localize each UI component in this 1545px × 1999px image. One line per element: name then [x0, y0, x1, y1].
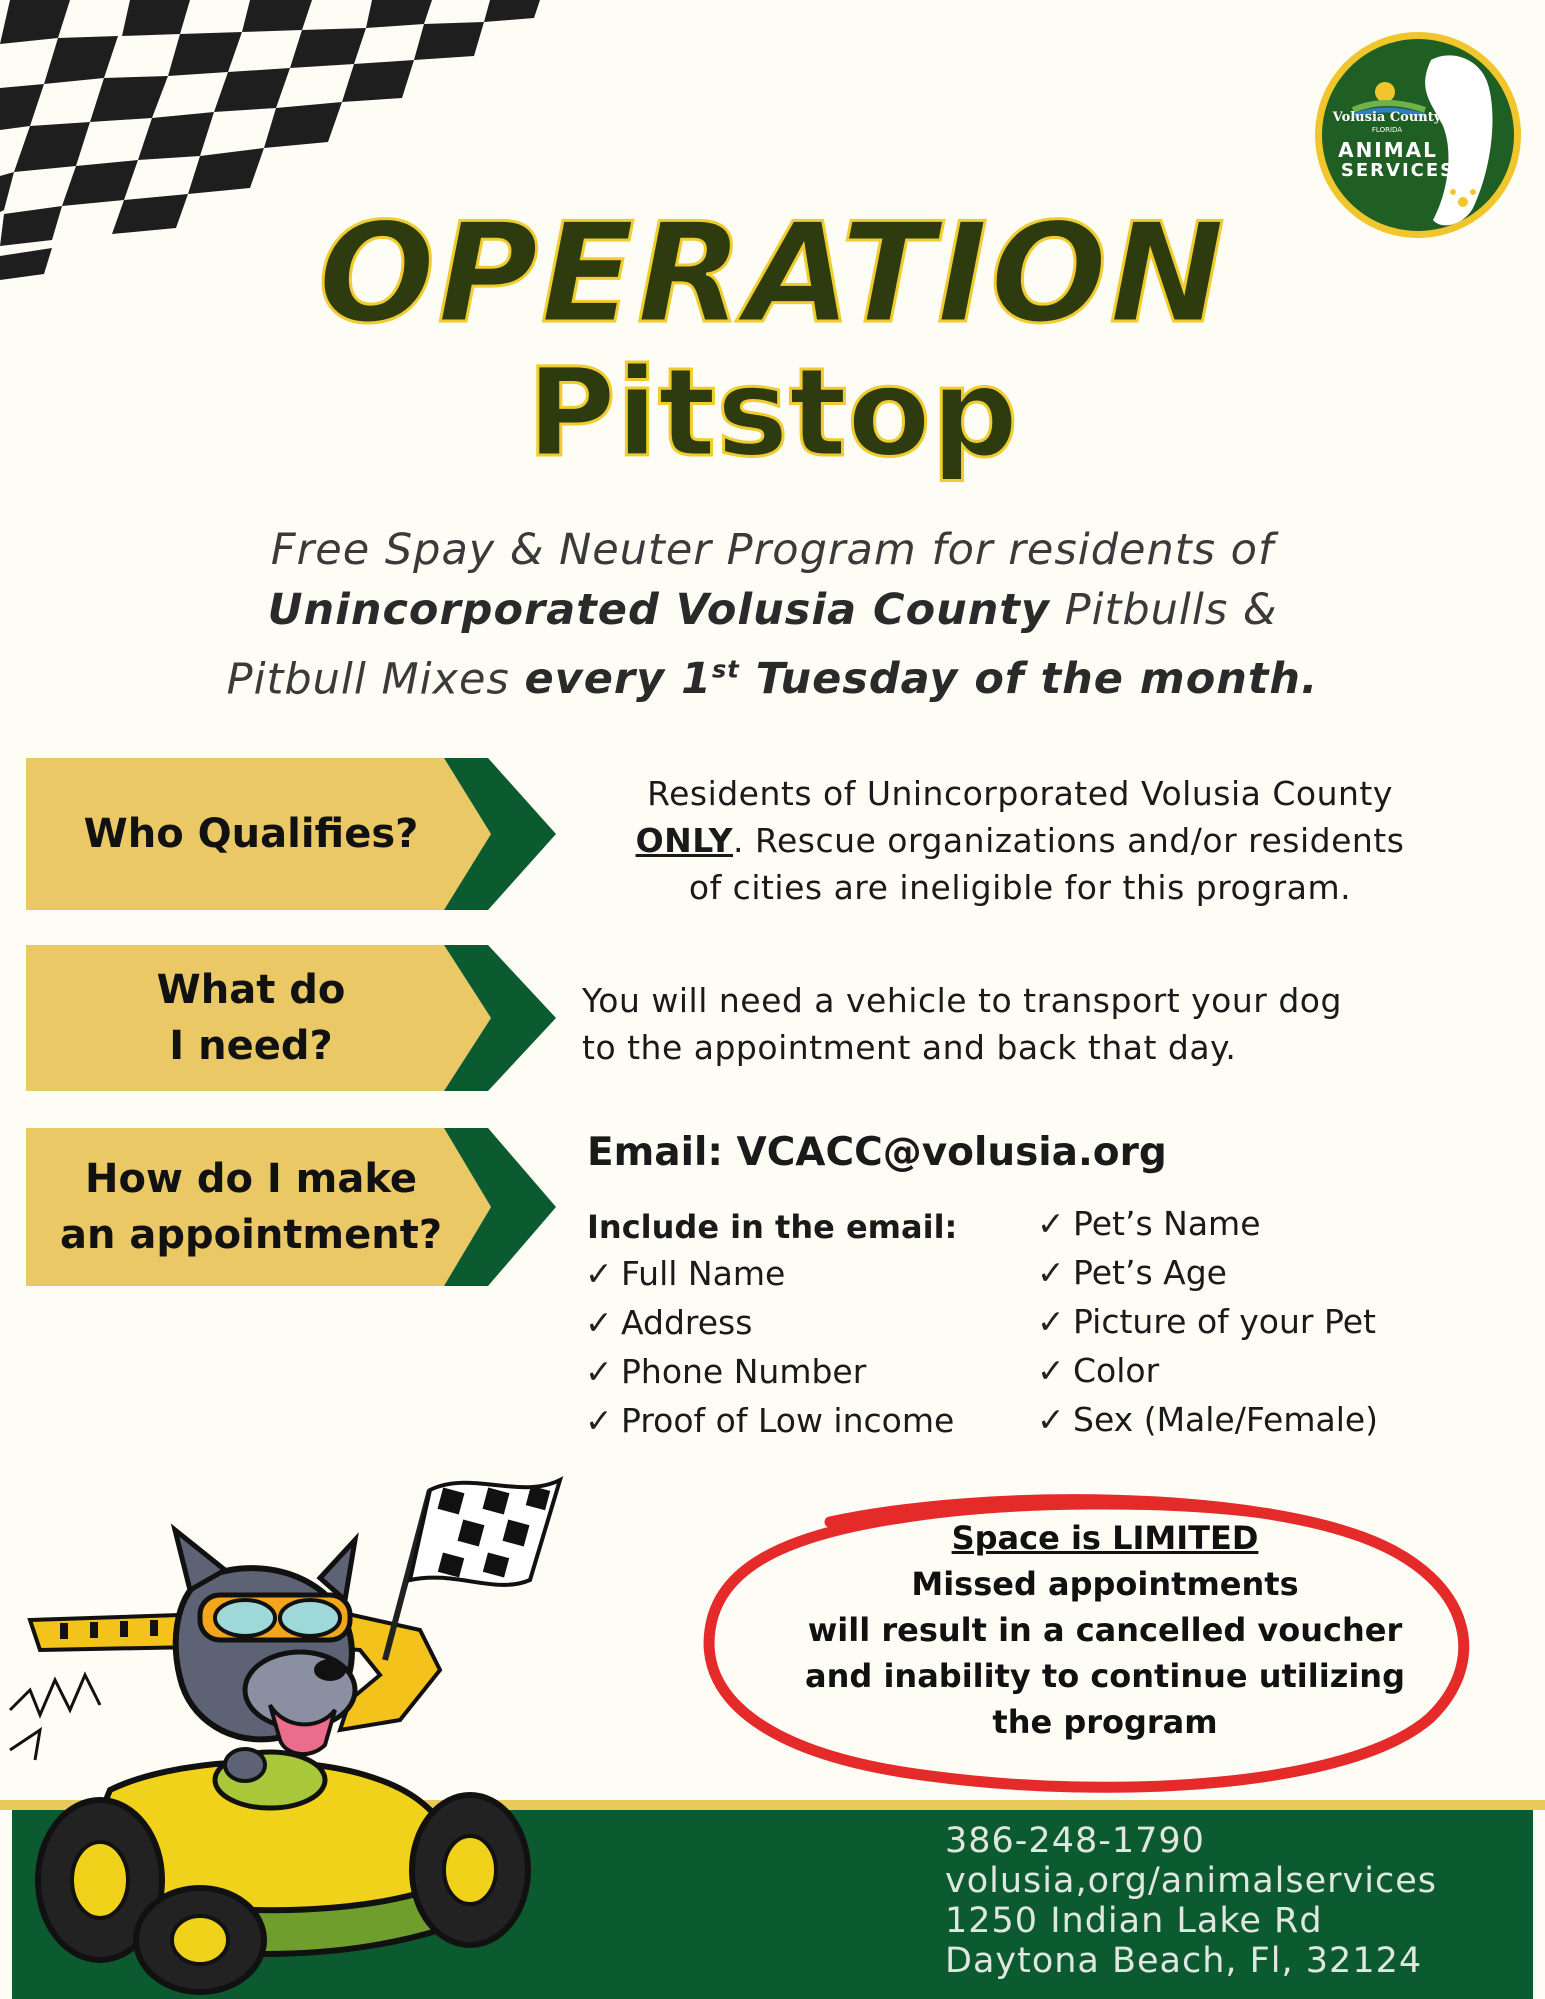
subtitle-sup: st: [712, 656, 740, 684]
email-contact[interactable]: Email: VCACC@volusia.org: [587, 1130, 1167, 1175]
title-operation: OPERATION: [318, 193, 1227, 354]
subtitle-part2: Pitbulls &: [1049, 585, 1278, 635]
list-item-label: Proof of Low income: [621, 1401, 955, 1440]
need-line-1: You will need a vehicle to transport your dog: [582, 981, 1342, 1020]
banner-who-qualifies: [26, 758, 556, 910]
banner-what-need: [26, 945, 556, 1091]
banner-label-need: [26, 945, 476, 1091]
warning-line-1: Missed appointments: [911, 1565, 1299, 1603]
list-item: [585, 1249, 954, 1298]
banner-label-qualifies: Who Qualifies?: [83, 811, 419, 857]
program-description: [150, 520, 1395, 709]
need-label-2: I need?: [169, 1023, 333, 1069]
qualifies-text: [590, 770, 1450, 911]
subtitle-bold1: Unincorporated Volusia County: [267, 585, 1050, 635]
need-text: [582, 977, 1462, 1071]
need-label-1: What do: [156, 967, 346, 1013]
list-item: [1037, 1297, 1378, 1346]
check-icon: ✓: [585, 1254, 613, 1293]
warning-line-4: the program: [992, 1703, 1218, 1741]
check-icon: ✓: [1037, 1351, 1065, 1390]
list-item: [1037, 1199, 1378, 1248]
subtitle-part1: Free Spay & Neuter Program for residents of: [270, 525, 1275, 575]
banner-label-appointment: [26, 1128, 476, 1286]
subtitle-bold2b: Tuesday of the month.: [739, 654, 1319, 705]
dog-race-kart-illustration: [0, 1460, 610, 1999]
subtitle-part3: Pitbull Mixes: [226, 654, 525, 705]
check-icon: ✓: [1037, 1302, 1065, 1341]
logo-state: FLORIDA: [1371, 126, 1403, 134]
list-item: [585, 1298, 954, 1347]
list-item: [1037, 1395, 1378, 1444]
check-icon: ✓: [1037, 1204, 1065, 1243]
check-icon: ✓: [585, 1352, 613, 1391]
check-icon: ✓: [1037, 1400, 1065, 1439]
list-item: [585, 1396, 954, 1445]
list-item-label: Picture of your Pet: [1073, 1302, 1376, 1341]
check-icon: ✓: [585, 1401, 613, 1440]
warning-line-2: will result in a cancelled voucher: [807, 1611, 1403, 1649]
banner-make-appointment: [26, 1128, 556, 1286]
check-icon: ✓: [585, 1303, 613, 1342]
title-pitstop: Pitstop: [526, 342, 1019, 484]
list-item: [1037, 1346, 1378, 1395]
footer-website[interactable]: volusia,org/animalservices: [945, 1861, 1437, 1901]
list-item-label: Address: [621, 1303, 753, 1342]
footer-street: 1250 Indian Lake Rd: [945, 1901, 1323, 1941]
need-line-2: to the appointment and back that day.: [582, 1028, 1237, 1067]
qualifies-line-c: of cities are ineligible for this program.: [688, 868, 1352, 907]
list-item-label: Phone Number: [621, 1352, 867, 1391]
list-item-label: Pet’s Name: [1073, 1204, 1261, 1243]
list-item-label: Full Name: [621, 1254, 786, 1293]
list-item-label: Pet’s Age: [1073, 1253, 1227, 1292]
list-item: [585, 1347, 954, 1396]
list-item: [1037, 1248, 1378, 1297]
warning-line-3: and inability to continue utilizing: [805, 1657, 1405, 1695]
qualifies-line-a: Residents of Unincorporated Volusia County: [647, 774, 1393, 813]
checklist-left: [585, 1249, 954, 1445]
include-label: Include in the email:: [587, 1208, 958, 1246]
footer-city: Daytona Beach, Fl, 32124: [945, 1941, 1423, 1981]
subtitle-bold2a: every 1: [524, 654, 712, 705]
appointment-label-2: an appointment?: [59, 1212, 443, 1258]
warning-message: [745, 1515, 1465, 1745]
logo-word-animal: ANIMAL: [1338, 138, 1438, 162]
list-item-label: Color: [1073, 1351, 1160, 1390]
list-item-label: Sex (Male/Female): [1073, 1400, 1379, 1439]
footer-contact: [945, 1821, 1437, 1981]
checklist-right: [1037, 1199, 1378, 1444]
check-icon: ✓: [1037, 1253, 1065, 1292]
appointment-label-1: How do I make: [84, 1156, 417, 1202]
logo-word-services: SERVICES: [1340, 160, 1456, 181]
qualifies-only: ONLY: [635, 821, 734, 860]
logo-county-name: Volusia County: [1332, 110, 1442, 125]
warning-headline: Space is LIMITED: [951, 1519, 1259, 1557]
footer-phone[interactable]: 386-248-1790: [945, 1821, 1205, 1861]
qualifies-line-b: . Rescue organizations and/or residents: [733, 821, 1405, 860]
